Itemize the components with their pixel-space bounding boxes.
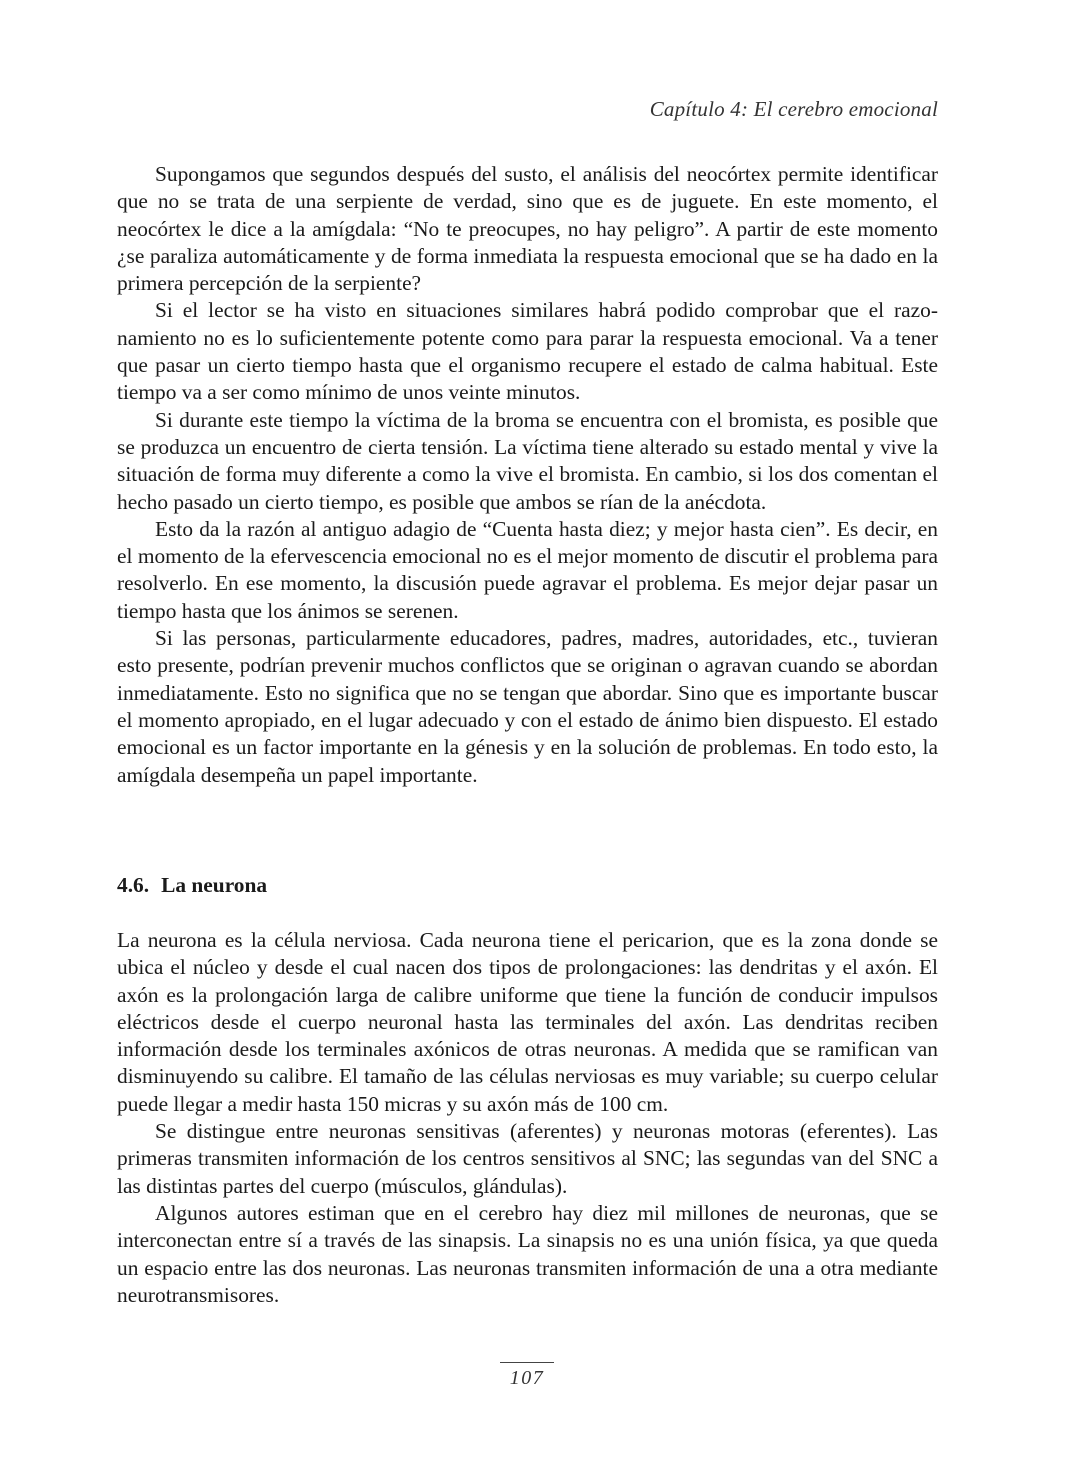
body-text-section-2 [117,927,938,1309]
paragraph: Si las personas, particularmente educadores, padres, madres, autoridades, etc., tuvieran esto presente, podrían prevenir muchos conflictos que se originan o agravan cuando se abordan inmediatamente. Esto no significa que no se tengan que abordar. Sino que es importante buscar el momento apropiado, en el lugar adecuado y con el estado de ánimo bien dispuesto. El estado emocional es un factor importante en la génesis y en la solución de problemas. En todo esto, la amígdala desempeña un papel importante. [117,626,938,787]
paragraph: Se distingue entre neuronas sensitivas (aferentes) y neuronas motoras (eferentes). Las primeras transmiten información de los centros sensitivos al SNC; las segundas van del SNC a las distintas partes del cuerpo (músculos, glándulas). [117,1119,938,1198]
section-number: 4.6. [117,873,150,897]
paragraph: Esto da la razón al antiguo adagio de “Cuenta hasta diez; y mejor hasta cien”. Es decir, en el momento de la efervescencia emocional no es el mejor momento de discutir el problema para resolverlo. En ese momento, la discusión puede agravar el problema. Es mejor dejar pasar un tiempo hasta que los ánimos se serenen. [117,516,938,623]
paragraph: Algunos autores estiman que en el cerebro hay diez mil millones de neuronas, que se interconectan entre sí a través de las sinapsis. La sinapsis no es una unión física, ya que queda un espacio entre las dos neuronas. Las neuronas transmiten información de una a otra mediante neurotransmisores. [117,1200,938,1307]
paragraph: La neurona es la célula nerviosa. Cada neurona tiene el pericarion, que es la zona donde se ubica el núcleo y desde el cual nacen dos tipos de prolongaciones: las dendritas y el axón. El axón es la prolongación larga de calibre uniforme que tiene la función de conducir impulsos eléctricos desde el cuerpo neuronal hasta las terminales del axón. Las dendritas reciben información desde los terminales axónicos de otras neuronas. A medida que se ramifican van disminuyendo su calibre. El tamaño de las células nerviosas es muy variable; su cuerpo celular puede llegar a medir hasta 150 micras y su axón más de 100 cm. [117,928,938,1116]
section-heading [117,873,267,898]
paragraph: Si durante este tiempo la víctima de la broma se encuentra con el bromista, es posible que se produzca un encuentro de cierta tensión. La víctima tiene alterado su estado mental y vive la situación de forma muy diferente a como la vive el bromista. En cambio, si los dos comentan el hecho pasado un cierto tiempo, es posible que ambos se rían de la anécdota. [117,407,938,514]
body-text-section-1 [117,161,938,789]
section-title: La neurona [161,873,268,897]
page-number: 107 [500,1362,554,1390]
paragraph: Supongamos que segundos después del susto, el análisis del neocórtex permite identificar que no se trata de una serpiente de verdad, sino que es de juguete. En este momento, el neocórtex le dice a la amígdala: “No te preocupes, no hay peligro”. A partir de este momento ¿se paraliza automáticamente y de forma inmediata la respuesta emocional que se ha dado en la primera percepción de la serpiente? [117,162,938,296]
running-head: Capítulo 4: El cerebro emocional [649,97,938,121]
paragraph: Si el lector se ha visto en situaciones similares habrá podido comprobar que el razonamiento no es lo suficientemente potente como para parar la respuesta emocional. Va a tener que pasar un cierto tiempo hasta que el organismo recupere el estado de calma habitual. Este tiempo va a ser como mínimo de unos veinte minutos. [117,298,938,405]
